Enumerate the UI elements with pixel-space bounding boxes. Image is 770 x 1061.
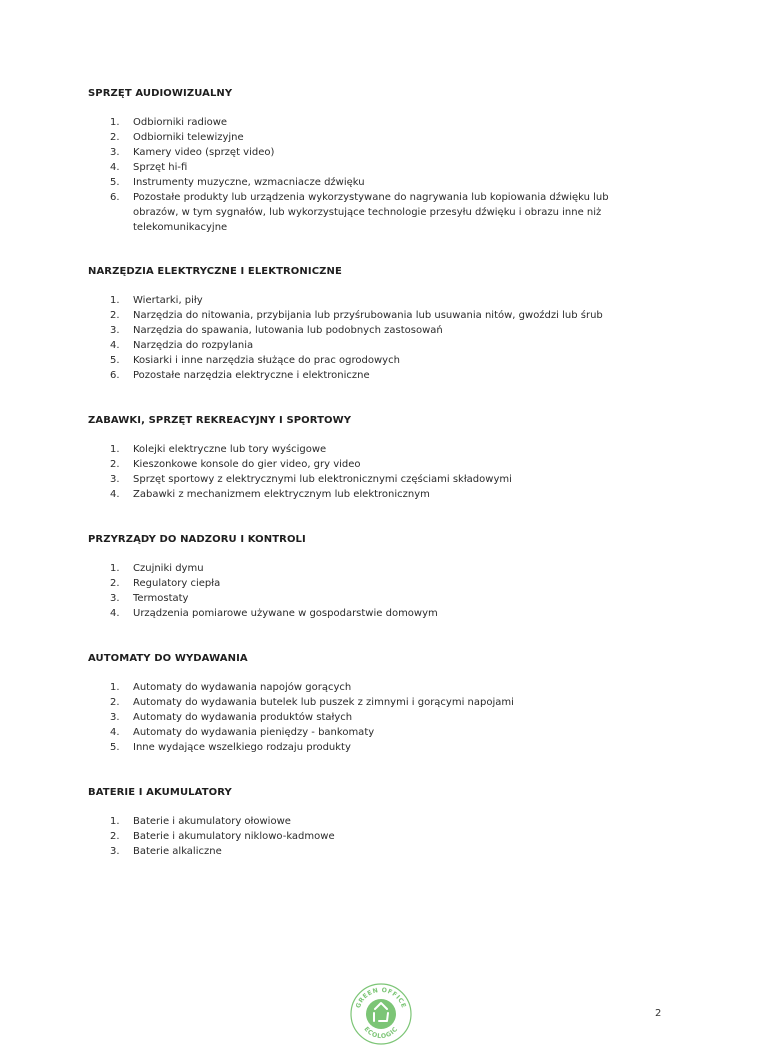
recycle-icon [349, 982, 413, 1046]
list-item: 3. Termostaty [110, 593, 189, 604]
list-item: 5. Instrumenty muzyczne, wzmacniacze dźwięku [110, 177, 365, 188]
section-heading: ZABAWKI, SPRZĘT REKREACYJNY I SPORTOWY [88, 415, 352, 426]
list-item: 2. Odbiorniki telewizyjne [110, 132, 244, 143]
list-item: 6. Pozostałe narzędzia elektryczne i elektroniczne [110, 370, 370, 381]
item-list [88, 442, 648, 502]
list-item: 5. Kosiarki i inne narzędzia służące do prac ogrodowych [110, 355, 400, 366]
section-heading: PRZYRZĄDY DO NADZORU I KONTROLI [88, 534, 306, 545]
list-item: 6. Pozostałe produkty lub urządzenia wykorzystywane do nagrywania lub kopiowania dźwięku lub obrazów, w tym sygnałów, lub wykorzystujące technologie przesyłu dźwięku i obrazu inne niż telekomunikacyjne [110, 192, 609, 233]
section-heading: BATERIE I AKUMULATORY [88, 787, 232, 798]
list-item: 2. Baterie i akumulatory niklowo-kadmowe [110, 831, 335, 842]
section-heading: AUTOMATY DO WYDAWANIA [88, 653, 248, 664]
list-item: 1. Czujniki dymu [110, 563, 204, 574]
list-item: 2. Narzędzia do nitowania, przybijania lub przyśrubowania lub usuwania nitów, gwoździ lub śrub [110, 310, 603, 321]
section-audiovisual [88, 87, 648, 235]
list-item: 1. Baterie i akumulatory ołowiowe [110, 816, 291, 827]
green-office-ecologic-logo [349, 982, 413, 1046]
section-heading: SPRZĘT AUDIOWIZUALNY [88, 88, 233, 99]
item-list [88, 814, 648, 859]
logo-text-top: GREEN OFFICE [354, 986, 408, 1010]
logo-text-bottom: ECOLOGIC [362, 1025, 400, 1041]
list-item: 4. Zabawki z mechanizmem elektrycznym lub elektronicznym [110, 489, 430, 500]
list-item: 4. Sprzęt hi-fi [110, 162, 188, 173]
section-power-tools [88, 265, 648, 383]
section-toys-sports [88, 414, 648, 502]
list-item: 2. Kieszonkowe konsole do gier video, gry video [110, 459, 361, 470]
list-item: 4. Urządzenia pomiarowe używane w gospodarstwie domowym [110, 608, 438, 619]
item-list [88, 561, 648, 621]
list-item: 1. Kolejki elektryczne lub tory wyścigowe [110, 444, 327, 455]
list-item: 4. Automaty do wydawania pieniędzy - bankomaty [110, 727, 375, 738]
list-item: 2. Regulatory ciepła [110, 578, 221, 589]
list-item: 1. Wiertarki, piły [110, 295, 203, 306]
section-heading: NARZĘDZIA ELEKTRYCZNE I ELEKTRONICZNE [88, 266, 342, 277]
section-vending-machines [88, 652, 648, 755]
list-item: 3. Kamery video (sprzęt video) [110, 147, 275, 158]
list-item: 3. Sprzęt sportowy z elektrycznymi lub elektronicznymi częściami składowymi [110, 474, 512, 485]
list-item: 3. Automaty do wydawania produktów stałych [110, 712, 353, 723]
section-batteries [88, 786, 648, 859]
list-item: 1. Automaty do wydawania napojów gorących [110, 682, 352, 693]
list-item: 1. Odbiorniki radiowe [110, 117, 228, 128]
item-list [88, 293, 648, 383]
list-item: 3. Narzędzia do spawania, lutowania lub podobnych zastosowań [110, 325, 443, 336]
list-item: 5. Inne wydające wszelkiego rodzaju produkty [110, 742, 351, 753]
list-item: 4. Narzędzia do rozpylania [110, 340, 254, 351]
item-list [88, 680, 648, 755]
list-item: 2. Automaty do wydawania butelek lub puszek z zimnymi i gorącymi napojami [110, 697, 514, 708]
section-monitoring-instruments [88, 533, 648, 621]
page-number: 2 [655, 1008, 662, 1019]
list-item: 3. Baterie alkaliczne [110, 846, 222, 857]
item-list [88, 115, 648, 235]
